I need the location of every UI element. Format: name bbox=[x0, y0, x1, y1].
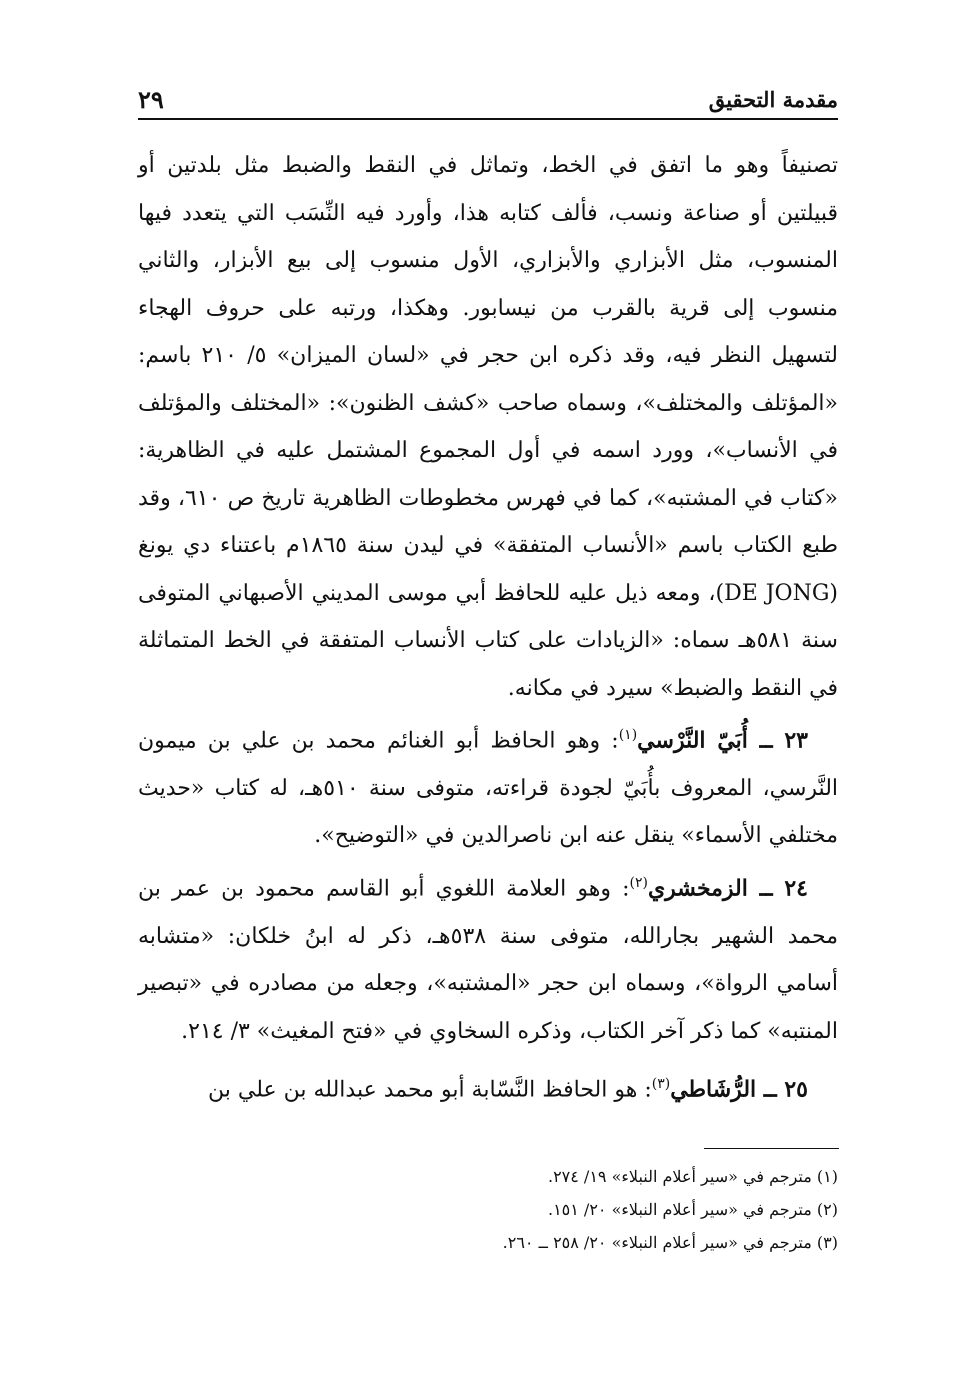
entry-24-footnote-ref: (٢) bbox=[629, 874, 648, 891]
entry-23 bbox=[138, 712, 838, 860]
entry-25-title: ٢٥ ــ الرُّشَاطي bbox=[670, 1076, 808, 1103]
running-title: مقدمة التحقيق bbox=[708, 87, 838, 112]
page-number: ٢٩ bbox=[138, 85, 164, 114]
footnotes bbox=[138, 1160, 838, 1259]
entry-24 bbox=[138, 860, 838, 1055]
footnote-separator bbox=[704, 1148, 839, 1149]
footnote-1: (١) مترجم في «سير أعلام النبلاء» ١٩/ ٢٧٤. bbox=[547, 1167, 838, 1186]
footnote-3: (٣) مترجم في «سير أعلام النبلاء» ٢٠/ ٢٥٨ ــ ٢٦٠. bbox=[502, 1233, 838, 1252]
entry-23-title: ٢٣ ــ أُبَيّ النَّرْسي bbox=[637, 727, 808, 754]
entry-24-text: : وهو العلامة اللغوي أبو القاسم محمود بن عمر بن محمد الشهير بجارالله، متوفى سنة ٥٣٨هـ، ذكر له ابنُ خلكان: «متشابه أسامي الرواة»، وسماه ابن حجر «المشتبه»، وجعله من مصادره في «تبصير المنتبه» كما ذكر آخر الكتاب، وذكره السخاوي في «فتح المغيث» ٣/ ٢١٤. bbox=[138, 876, 838, 1044]
intro-paragraph: تصنيفاً وهو ما اتفق في الخط، وتماثل في النقط والضبط مثل بلدتين أو قبيلتين أو صناعة ونسب، فألف كتابه هذا، وأورد فيه النِّسَب التي يتعدد فيها المنسوب، مثل الأبزاري والأبزاري، الأول منسوب إلى بيع الأبزار، والثاني منسوب إلى قرية بالقرب من نيسابور. وهكذا، ورتبه على حروف الهجاء لتسهيل النظر فيه، وقد ذكره ابن حجر في «لسان الميزان» ٥/ ٢١٠ باسم: «المؤتلف والمختلف»، وسماه صاحب «كشف الظنون»: «المختلف والمؤتلف في الأنساب»، وورد اسمه في أول المجموع المشتمل عليه في الظاهرية: «كتاب في المشتبه»، كما في فهرس مخطوطات الظاهرية تاريخ ص ٦١٠، وقد طبع الكتاب باسم «الأنساب المتفقة» في ليدن سنة ١٨٦٥م باعتناء دي يونغ (DE JONG)، ومعه ذيل عليه للحافظ أبي موسى المديني الأصبهاني المتوفى سنة ٥٨١هـ سماه: «الزيادات على كتاب الأنساب المتفقة في الخط المتماثلة في النقط والضبط» سيرد في مكانه. bbox=[138, 153, 838, 701]
entry-23-text: : وهو الحافظ أبو الغنائم محمد بن علي بن ميمون النَّرسي، المعروف بأُبَيّ لجودة قراءته، متوفى سنة ٥١٠هـ، له كتاب «حديث مختلفي الأسماء» ينقل عنه ابن ناصرالدين في «التوضيح». bbox=[138, 728, 839, 849]
entry-25 bbox=[138, 1061, 838, 1114]
entry-23-footnote-ref: (١) bbox=[618, 727, 638, 743]
main-text bbox=[138, 142, 838, 1114]
entry-24-title: ٢٤ ــ الزمخشري bbox=[647, 875, 808, 902]
entry-25-footnote-ref: (٣) bbox=[651, 1076, 671, 1093]
footnote-2: (٢) مترجم في «سير أعلام النبلاء» ٢٠/ ١٥١. bbox=[547, 1200, 838, 1219]
entry-25-text: : هو الحافظ النَّسّابة أبو محمد عبدالله بن علي بن bbox=[208, 1077, 652, 1103]
page-header bbox=[138, 78, 838, 120]
